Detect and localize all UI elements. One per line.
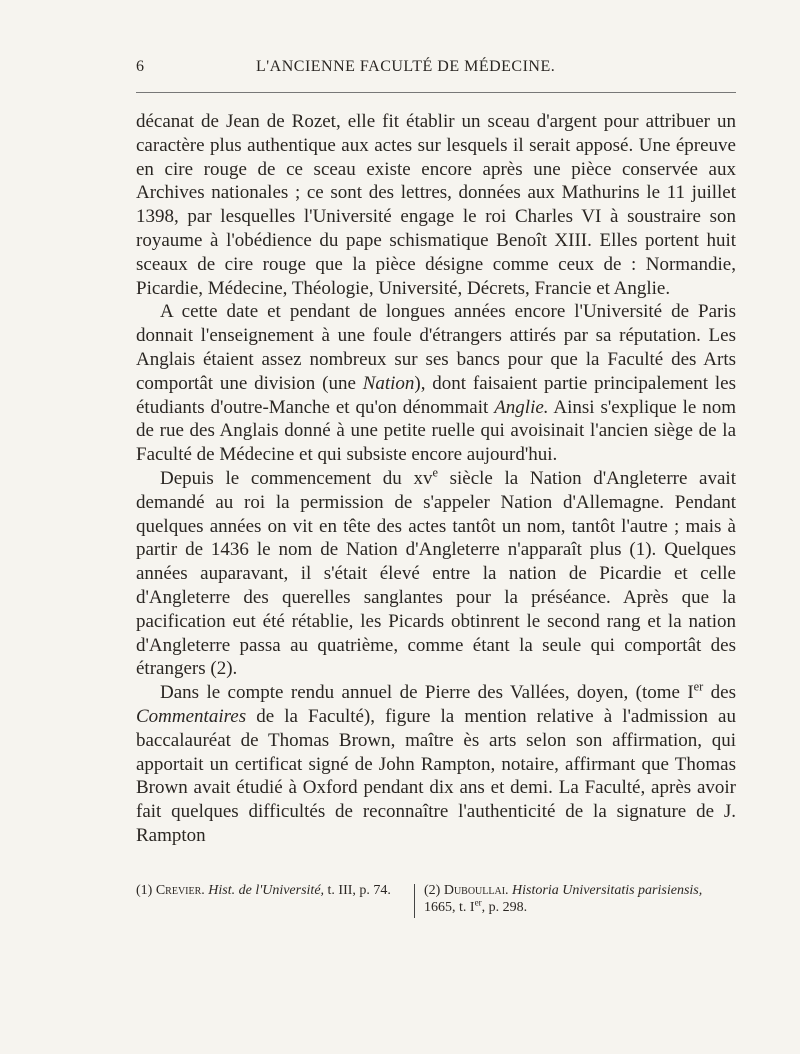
footnote-2	[424, 882, 736, 916]
paragraph-4	[136, 681, 736, 848]
tome-superscript: er	[693, 679, 704, 694]
footnote-2-superscript: er	[474, 897, 482, 908]
footnote-1-ref: t. III, p. 74.	[324, 883, 391, 898]
paragraph-4-text-a: Dans le compte rendu annuel de Pierre des Vallées, doyen, (tome I	[160, 682, 694, 704]
paragraph-2-text-b: ), dont faisaient partie principalement les étudiants d'outre-Manche et qu'on dénommait	[136, 372, 736, 418]
paragraph-2	[136, 300, 736, 467]
footnote-2-author: Duboullai.	[443, 883, 509, 898]
footnote-2-title: Historia Universitatis parisiensis,	[512, 883, 703, 898]
footnote-2-number: (2)	[424, 883, 444, 898]
term-anglie: Anglie.	[494, 396, 549, 418]
running-title: L'ANCIENNE FACULTÉ DE MÉDECINE.	[256, 58, 556, 75]
paragraph-2-text-c: Ainsi s'explique le nom de rue des Anglais donné à une petite ruelle qui avoisinait l'ancien siège de la Faculté de Médecine et qui subsiste encore aujourd'hui.	[136, 396, 736, 466]
century-superscript: e	[432, 465, 438, 480]
paragraph-3	[136, 467, 736, 681]
paragraph-3-text-a: Depuis le commencement du xv	[160, 467, 433, 489]
paragraph-4-text-c: de la Faculté), figure la mention relative à l'admission au baccalauréat de Thomas Brown, maître ès arts selon son affirmation, qui apportait un certificat signé de John Rampton, notaire, affirmant que Thomas Brown avait étudié à Oxford pendant dix ans et demi. La Faculté, après avoir fait quelques difficultés de reconnaître l'authenticité de la signature de J. Rampton	[136, 705, 736, 846]
term-nation: Nation	[362, 372, 415, 394]
page-header	[136, 58, 736, 82]
paragraph-4-text-b: des	[703, 682, 736, 704]
footnote-2-ref-a: 1665, t. I	[424, 900, 475, 915]
page-number: 6	[136, 58, 145, 75]
footnote-1-number: (1)	[136, 883, 156, 898]
footnote-1	[136, 882, 408, 899]
footnote-1-author: Crevier.	[155, 883, 205, 898]
footnote-1-title: Hist. de l'Université,	[208, 883, 325, 898]
paragraph-1: décanat de Jean de Rozet, elle fit établir un sceau d'argent pour attribuer un caractère plus authentique aux actes sur lesquels il serait apposé. Une épreuve en cire rouge de ce sceau existe encore après une pièce conservée aux Archives nationales ; ce sont des lettres, données aux Mathurins le 11 juillet 1398, par lesquelles l'Université engage le roi Charles VI à soustraire son royaume à l'obédience du pape schismatique Benoît XIII. Elles portent huit sceaux de cire rouge que la pièce désigne comme ceux de : Normandie, Picardie, Médecine, Théologie, Université, Décrets, Francie et Anglie.	[136, 111, 736, 299]
body-text	[136, 110, 736, 848]
footnote-2-ref-b: , p. 298.	[481, 900, 528, 915]
footnote-divider	[414, 884, 415, 918]
header-rule	[136, 92, 736, 93]
paragraph-3-text-b: siècle la Nation d'Angleterre avait demandé au roi la permission de s'appeler Nation d'Allemagne. Pendant quelques années on vit en tête des actes tantôt un nom, tantôt l'autre ; mais à partir de 1436 le nom de Nation d'Angleterre n'apparaît plus (1). Quelques années auparavant, il s'était élevé entre la nation de Picardie et celle d'Angleterre des querelles sanglantes pour la préséance. Après que la pacification eut été rétablie, les Picards obtinrent le second rang et la nation d'Angleterre passa au quatrième, comme étant la seule qui comportât des étrangers (2).	[136, 467, 736, 680]
paragraph-2-text-a: A cette date et pendant de longues années encore l'Université de Paris donnait l'enseignement à une foule d'étrangers attirés par sa réputation. Les Anglais étaient assez nombreux sur ses bancs pour que la Faculté des Arts comportât une division (une	[136, 301, 736, 394]
term-commentaires: Commentaires	[136, 705, 247, 727]
